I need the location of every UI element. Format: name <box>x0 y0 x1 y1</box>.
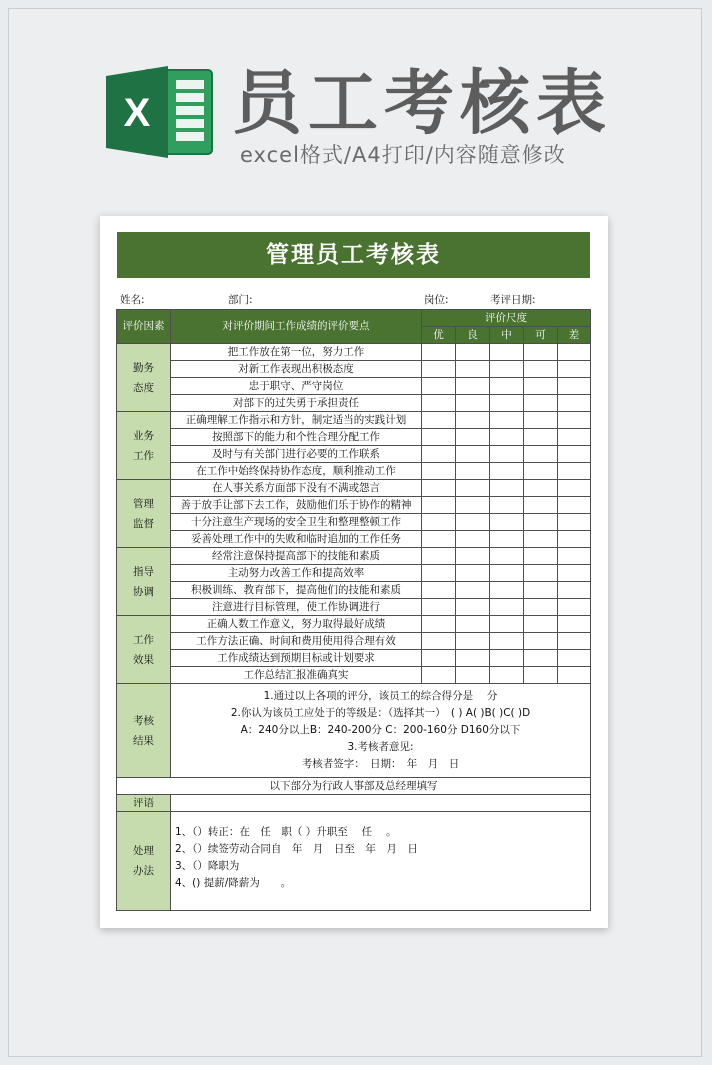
grade-cell[interactable] <box>422 633 456 650</box>
grade-cell[interactable] <box>490 480 524 497</box>
grade-cell[interactable] <box>422 565 456 582</box>
grade-cell[interactable] <box>524 633 558 650</box>
grade-cell[interactable] <box>456 429 490 446</box>
evaluation-point: 善于放手让部下去工作，鼓励他们乐于协作的精神 <box>171 497 422 514</box>
grade-cell[interactable] <box>558 463 591 480</box>
grade-cell[interactable] <box>422 480 456 497</box>
evaluation-point: 正确理解工作指示和方针，制定适当的实践计划 <box>171 412 422 429</box>
grade-cell[interactable] <box>422 616 456 633</box>
grade-cell[interactable] <box>558 429 591 446</box>
grade-cell[interactable] <box>524 548 558 565</box>
grade-cell[interactable] <box>456 395 490 412</box>
grade-cell[interactable] <box>558 480 591 497</box>
grade-cell[interactable] <box>558 599 591 616</box>
result-line: 考核者签字： 日期： 年 月 日 <box>301 758 460 770</box>
grade-cell[interactable] <box>456 344 490 361</box>
grade-cell[interactable] <box>490 497 524 514</box>
table-row <box>117 599 591 616</box>
table-row <box>117 633 591 650</box>
table-row <box>117 565 591 582</box>
evaluation-point: 工作总结汇报准确真实 <box>171 667 422 684</box>
grade-cell[interactable] <box>456 480 490 497</box>
grade-cell[interactable] <box>524 582 558 599</box>
grade-cell[interactable] <box>490 548 524 565</box>
evaluation-point: 及时与有关部门进行必要的工作联系 <box>171 446 422 463</box>
grade-cell[interactable] <box>456 361 490 378</box>
result-line: 1.通过以上各项的评分，该员工的综合得分是 分 <box>263 690 498 702</box>
result-line: A：240分以上B：240-200分 C：200-160分 D160分以下 <box>240 724 521 736</box>
grade-cell[interactable] <box>422 429 456 446</box>
grade-header: 中 <box>490 327 524 344</box>
grade-cell[interactable] <box>456 599 490 616</box>
process-label: 处理办法 <box>117 812 171 911</box>
grade-cell[interactable] <box>456 412 490 429</box>
process-line: 4、() 提薪/降薪为 。 <box>175 877 292 889</box>
grade-cell[interactable] <box>524 599 558 616</box>
evaluation-point: 注意进行目标管理，使工作协调进行 <box>171 599 422 616</box>
grade-cell[interactable] <box>422 531 456 548</box>
result-line: 3.考核者意见: <box>347 741 414 753</box>
grade-cell[interactable] <box>490 361 524 378</box>
grade-cell[interactable] <box>490 446 524 463</box>
process-line: 2、（）续签劳动合同自 年 月 日至 年 月 日 <box>175 843 418 855</box>
process-line: 3、（）降职为 <box>175 860 240 872</box>
grade-cell[interactable] <box>558 514 591 531</box>
grade-cell[interactable] <box>490 599 524 616</box>
grade-cell[interactable] <box>456 667 490 684</box>
factor-header: 评价因素 <box>117 310 171 344</box>
grade-cell[interactable] <box>490 667 524 684</box>
process-line: 1、（）转正：在 任 职（ ）升职至 任 。 <box>175 826 397 838</box>
department-label: 部门: <box>228 294 253 306</box>
grade-cell[interactable] <box>422 667 456 684</box>
grade-cell[interactable] <box>456 616 490 633</box>
evaluation-point: 按照部下的能力和个性合理分配工作 <box>171 429 422 446</box>
grade-cell[interactable] <box>490 633 524 650</box>
table-row <box>117 497 591 514</box>
form-sheet <box>100 216 608 928</box>
position-label: 岗位: <box>424 294 449 306</box>
result-line: 2.你认为该员工应处于的等级是：（选择其一） ( ) A( )B( )C( )D <box>230 707 531 719</box>
table-row <box>117 395 591 412</box>
table-row <box>117 616 591 633</box>
grade-cell[interactable] <box>422 497 456 514</box>
grade-cell[interactable] <box>422 548 456 565</box>
grade-cell[interactable] <box>558 582 591 599</box>
grade-cell[interactable] <box>456 582 490 599</box>
table-row <box>117 582 591 599</box>
evaluation-point: 工作方法正确、时间和费用使用得合理有效 <box>171 633 422 650</box>
grade-cell[interactable] <box>490 463 524 480</box>
grade-cell[interactable] <box>490 429 524 446</box>
note-row <box>117 778 591 795</box>
grade-cell[interactable] <box>524 429 558 446</box>
grade-cell[interactable] <box>422 395 456 412</box>
evaluation-point: 对新工作表现出积极态度 <box>171 361 422 378</box>
evaluation-point: 积极训练、教育部下，提高他们的技能和素质 <box>171 582 422 599</box>
table-row <box>117 412 591 429</box>
grade-cell[interactable] <box>456 565 490 582</box>
grade-cell[interactable] <box>558 531 591 548</box>
grade-cell[interactable] <box>456 514 490 531</box>
grade-cell[interactable] <box>558 565 591 582</box>
grade-cell[interactable] <box>558 395 591 412</box>
evaluation-point: 十分注意生产现场的安全卫生和整理整顿工作 <box>171 514 422 531</box>
table-row <box>117 480 591 497</box>
grade-cell[interactable] <box>524 650 558 667</box>
note-text: 以下部分为行政人事部及总经理填写 <box>117 778 591 795</box>
grade-cell[interactable] <box>558 497 591 514</box>
evaluation-point: 工作成绩达到预期目标或计划要求 <box>171 650 422 667</box>
grade-cell[interactable] <box>456 463 490 480</box>
grade-cell[interactable] <box>558 616 591 633</box>
grade-cell[interactable] <box>456 531 490 548</box>
grade-cell[interactable] <box>558 667 591 684</box>
grade-header: 可 <box>524 327 558 344</box>
table-row <box>117 548 591 565</box>
grade-cell[interactable] <box>490 344 524 361</box>
grade-cell[interactable] <box>524 531 558 548</box>
grade-cell[interactable] <box>422 599 456 616</box>
grade-cell[interactable] <box>524 497 558 514</box>
grade-cell[interactable] <box>422 446 456 463</box>
process-content <box>171 812 591 911</box>
grade-cell[interactable] <box>422 463 456 480</box>
excel-logo-icon <box>106 62 214 162</box>
grade-cell[interactable] <box>524 616 558 633</box>
grade-cell[interactable] <box>558 378 591 395</box>
evaluation-point: 把工作放在第一位，努力工作 <box>171 344 422 361</box>
grade-cell[interactable] <box>490 395 524 412</box>
grade-cell[interactable] <box>524 412 558 429</box>
table-row <box>117 650 591 667</box>
grade-cell[interactable] <box>490 531 524 548</box>
result-label: 考核结果 <box>117 684 171 778</box>
date-label: 考评日期: <box>490 294 536 306</box>
table-row <box>117 667 591 684</box>
grade-cell[interactable] <box>524 514 558 531</box>
grade-cell[interactable] <box>558 446 591 463</box>
grade-cell[interactable] <box>524 565 558 582</box>
grade-cell[interactable] <box>422 361 456 378</box>
grade-cell[interactable] <box>422 378 456 395</box>
name-label: 姓名: <box>120 294 145 306</box>
result-content <box>171 684 591 778</box>
grade-cell[interactable] <box>490 650 524 667</box>
category-label: 管理监督 <box>117 480 171 548</box>
logo-letter: X <box>123 91 151 135</box>
evaluation-point: 对部下的过失勇于承担责任 <box>171 395 422 412</box>
category-label: 指导协调 <box>117 548 171 616</box>
grade-cell[interactable] <box>422 514 456 531</box>
table-row <box>117 463 591 480</box>
category-label: 工作效果 <box>117 616 171 684</box>
comment-field[interactable] <box>171 795 591 812</box>
table-row <box>117 429 591 446</box>
result-row <box>117 684 591 778</box>
evaluation-point: 主动努力改善工作和提高效率 <box>171 565 422 582</box>
grade-cell[interactable] <box>456 378 490 395</box>
evaluation-point: 经常注意保持提高部下的技能和素质 <box>171 548 422 565</box>
page-title: 员工考核表 <box>232 62 612 144</box>
scale-header: 评价尺度 <box>422 310 591 327</box>
grade-cell[interactable] <box>456 633 490 650</box>
table-row <box>117 531 591 548</box>
grade-cell[interactable] <box>558 361 591 378</box>
grade-cell[interactable] <box>558 548 591 565</box>
evaluation-point: 在人事关系方面部下没有不满或怨言 <box>171 480 422 497</box>
evaluation-point: 妥善处理工作中的失败和临时追加的工作任务 <box>171 531 422 548</box>
grade-cell[interactable] <box>558 650 591 667</box>
grade-cell[interactable] <box>422 412 456 429</box>
grade-cell[interactable] <box>490 565 524 582</box>
grade-cell[interactable] <box>422 650 456 667</box>
points-header: 对评价期间工作成绩的评价要点 <box>171 310 422 344</box>
comment-row <box>117 795 591 812</box>
grade-cell[interactable] <box>524 378 558 395</box>
grade-cell[interactable] <box>524 446 558 463</box>
category-label: 业务工作 <box>117 412 171 480</box>
grade-cell[interactable] <box>524 480 558 497</box>
grade-cell[interactable] <box>490 412 524 429</box>
grade-cell[interactable] <box>558 344 591 361</box>
table-row <box>117 344 591 361</box>
table-row <box>117 446 591 463</box>
table-row <box>117 378 591 395</box>
category-label: 勤务态度 <box>117 344 171 412</box>
table-row <box>117 361 591 378</box>
comment-label: 评语 <box>117 795 171 812</box>
grade-header: 良 <box>456 327 490 344</box>
grade-cell[interactable] <box>490 582 524 599</box>
grade-cell[interactable] <box>456 497 490 514</box>
evaluation-point: 在工作中始终保持协作态度，顺利推动工作 <box>171 463 422 480</box>
grade-cell[interactable] <box>456 446 490 463</box>
grade-cell[interactable] <box>524 667 558 684</box>
grade-cell[interactable] <box>456 548 490 565</box>
grade-cell[interactable] <box>490 378 524 395</box>
evaluation-point: 忠于职守、严守岗位 <box>171 378 422 395</box>
grade-cell[interactable] <box>490 514 524 531</box>
grade-cell[interactable] <box>558 633 591 650</box>
grade-cell[interactable] <box>490 616 524 633</box>
sheet-title: 管理员工考核表 <box>117 232 590 278</box>
evaluation-table <box>116 309 591 911</box>
grade-cell[interactable] <box>422 344 456 361</box>
page-subtitle: excel格式/A4打印/内容随意修改 <box>240 143 566 167</box>
grade-header: 差 <box>558 327 591 344</box>
grade-cell[interactable] <box>422 582 456 599</box>
grade-cell[interactable] <box>524 344 558 361</box>
grade-cell[interactable] <box>456 650 490 667</box>
process-row <box>117 812 591 911</box>
grade-cell[interactable] <box>524 463 558 480</box>
grade-cell[interactable] <box>524 361 558 378</box>
evaluation-point: 正确人数工作意义，努力取得最好成绩 <box>171 616 422 633</box>
table-row <box>117 514 591 531</box>
grade-header: 优 <box>422 327 456 344</box>
grade-cell[interactable] <box>558 412 591 429</box>
grade-cell[interactable] <box>524 395 558 412</box>
